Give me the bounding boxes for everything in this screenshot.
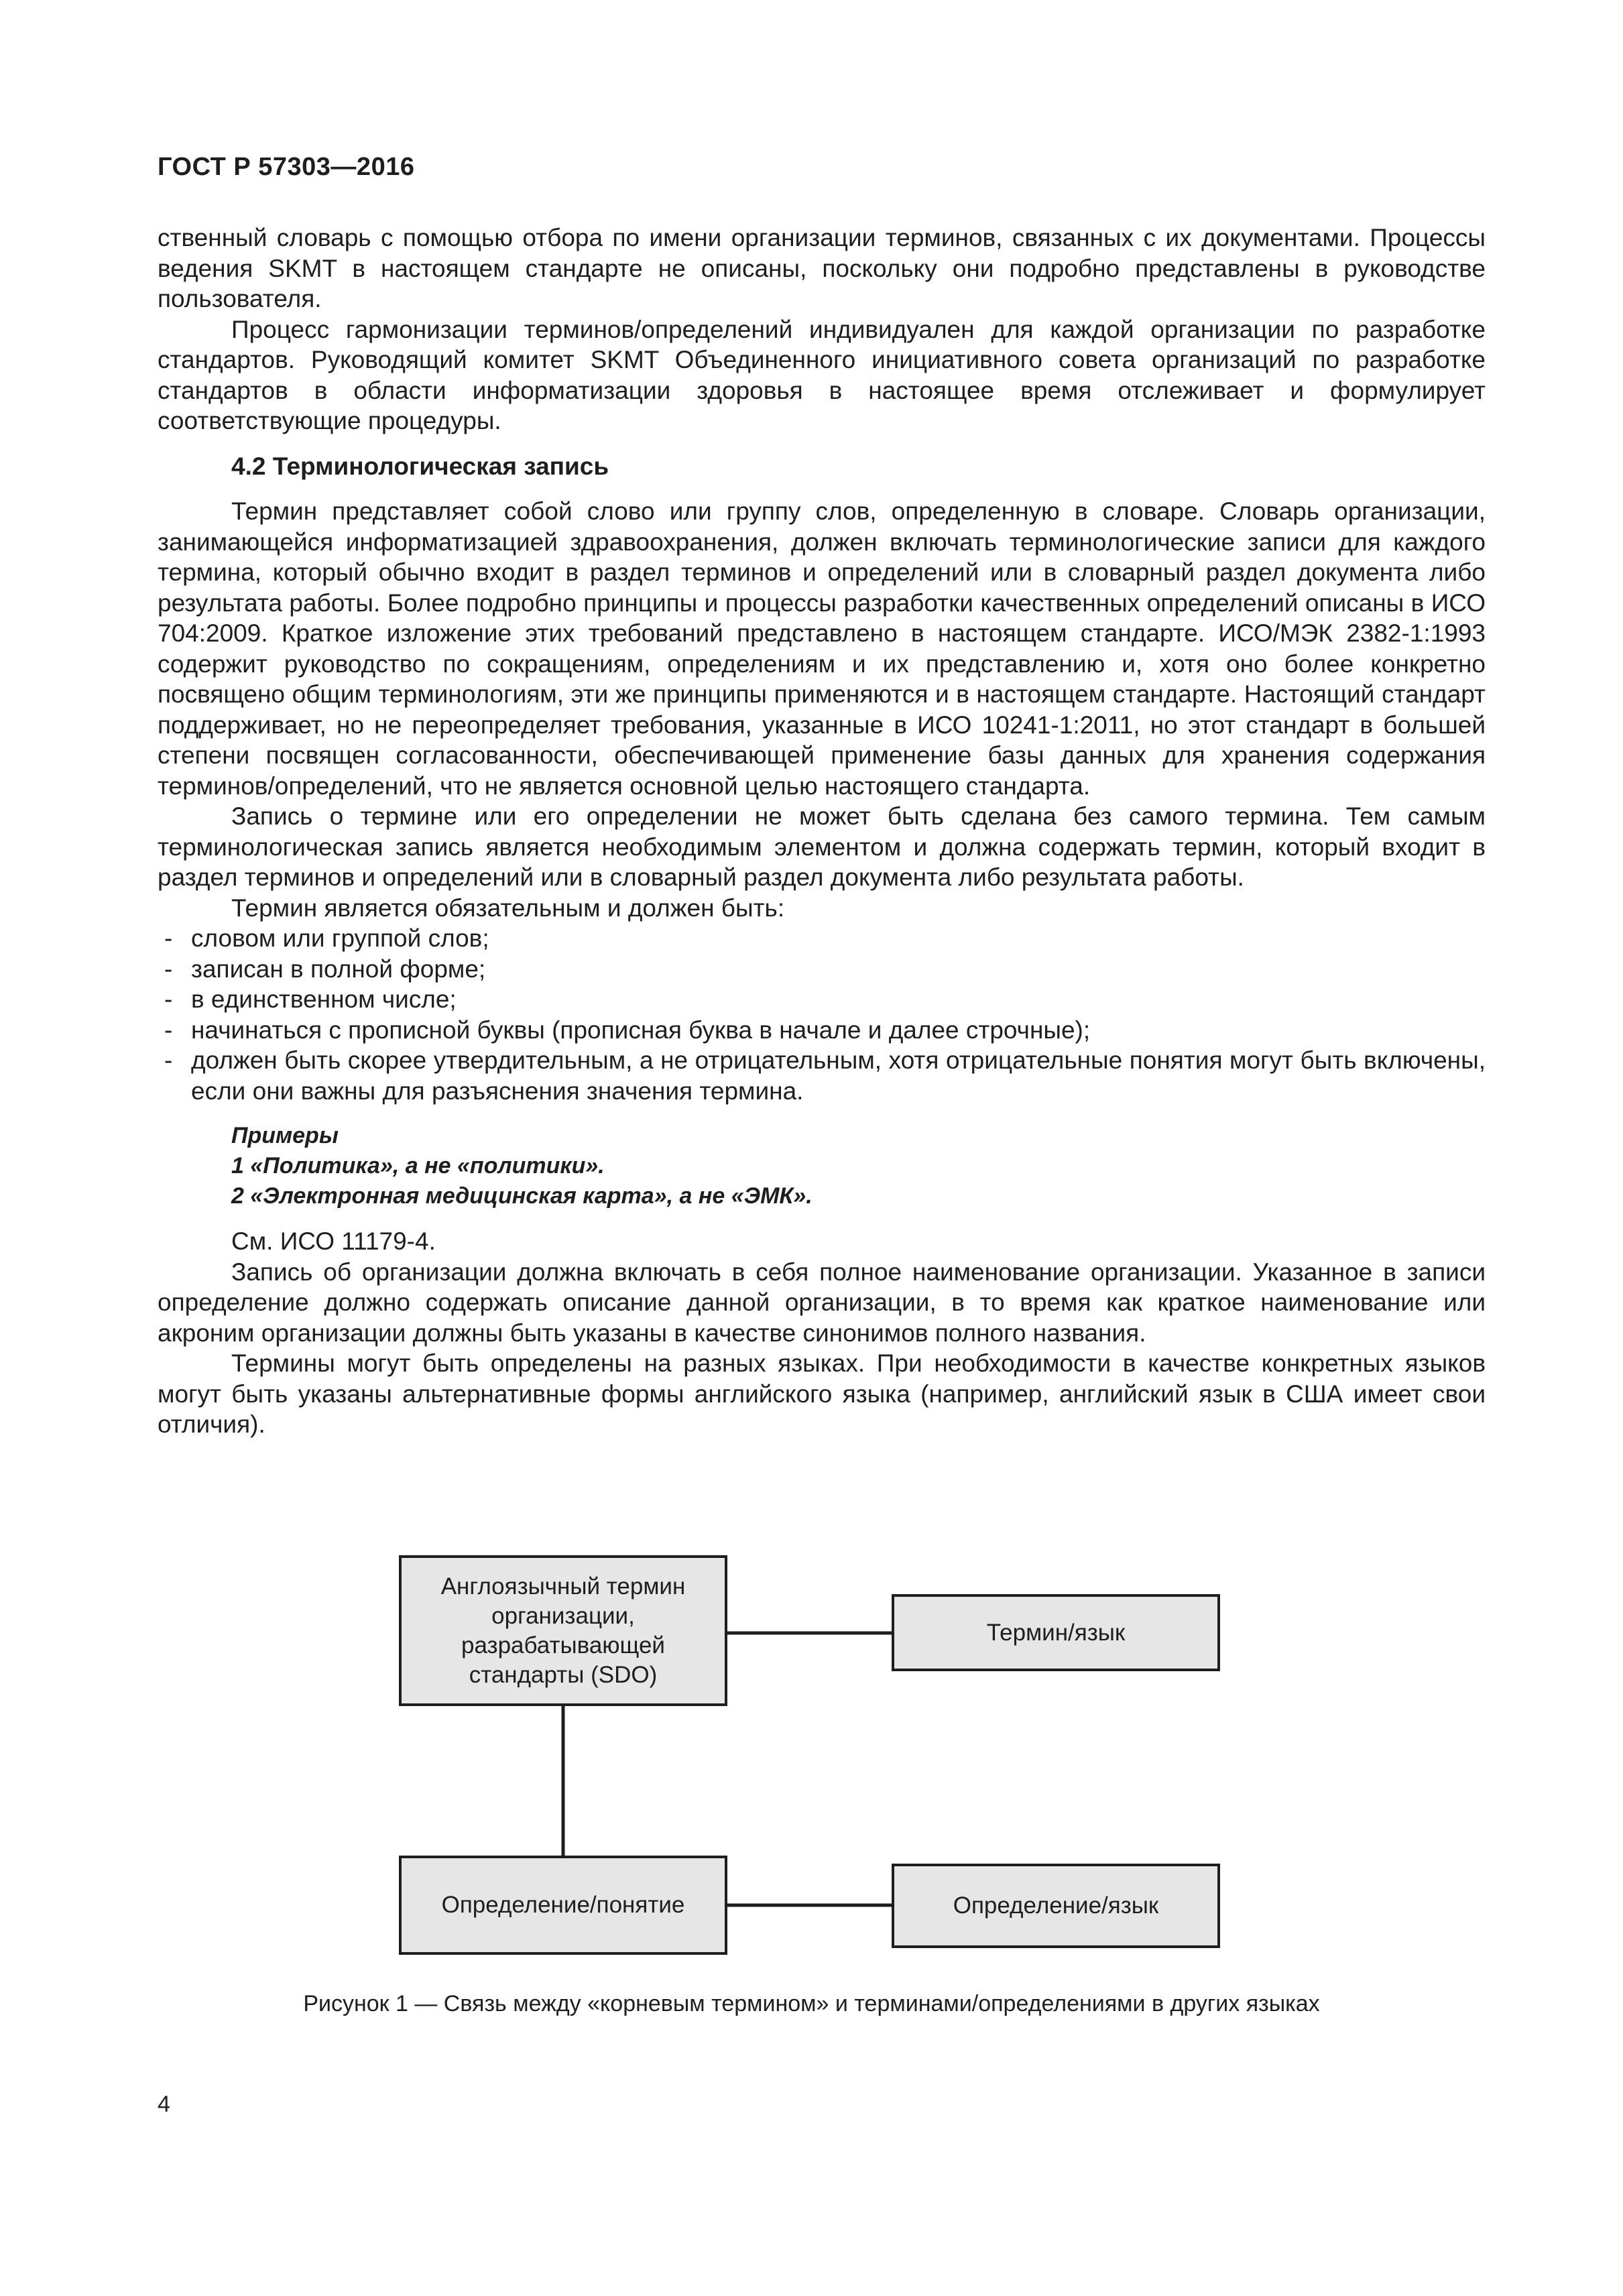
root-term-node: Англоязычный термин организации, разрабатывающей стандарты (SDO) [399, 1555, 727, 1706]
examples-block [231, 1121, 1486, 1211]
definition-concept-node: Определение/понятие [399, 1856, 727, 1955]
paragraph-harmonization: Процесс гармонизации терминов/определений индивидуален для каждой организации по разработке стандартов. Руководящий комитет SKMT Объединенного инициативного совета организаций по разработке стандартов в области информатизации здоровья в настоящее время отслеживает и формулирует соответствующие процедуры. [158, 315, 1486, 434]
page-number: 4 [158, 2092, 170, 2117]
paragraph-organization-record: Запись об организации должна включать в себя полное наименование организации. Указанное в записи определение должно содержать описание данной организации, в то время как краткое наименование или акроним организации должны быть указаны в качестве синонимов полного названия. [158, 1258, 1486, 1347]
paragraph-term-requirements: Термин является обязательным и должен быть: [231, 894, 785, 922]
term-relationship-diagram [399, 1555, 1223, 1957]
example-item: 1 «Политика», а не «политики». [231, 1153, 605, 1179]
paragraph-term-record: Запись о термине или его определении не может быть сделана без самого термина. Тем самым терминологическая запись является необходимым элементом и должна содержать термин, который входит в раздел терминов и определений или в словарный раздел документа либо результата работы. [158, 802, 1486, 891]
section-heading: 4.2 Терминологическая запись [231, 452, 609, 480]
definition-language-node: Определение/язык [892, 1864, 1220, 1948]
paragraph-languages: Термины могут быть определены на разных языках. При необходимости в качестве конкретных языков могут быть указаны альтернативные формы английского языка (например, английский язык в США имеет свои отличия). [158, 1349, 1486, 1438]
example-item: 2 «Электронная медицинская карта», а не «ЭМК». [231, 1183, 813, 1209]
requirements-list [158, 923, 1486, 1106]
paragraph-term-definition: Термин представляет собой слово или группу слов, определенную в словаре. Словарь организации, занимающейся информатизацией здравоохранения, должен включать терминологические записи для каждого термина, который обычно входит в раздел терминов и определений или в словарный раздел документа либо результата работы. Более подробно принципы и процессы разработки качественных определений описаны в ИСО 704:2009. Краткое изложение этих требований представлено в настоящем стандарте. ИСО/МЭК 2382-1:1993 содержит руководство по сокращениям, определениям и их представлению и, хотя оно более конкретно посвящено общим терминологиям, эти же принципы применяются и в настоящем стандарте. Настоящий стандарт поддерживает, но не переопределяет требования, указанные в ИСО 10241-1:2011, но этот стандарт в большей степени посвящен согласованности, обеспечивающей применение базы данных для хранения содержания терминов/определений, что не является основной целью настоящего стандарта. [158, 497, 1486, 800]
examples-title: Примеры [231, 1123, 339, 1148]
list-item: - словом или группой слов; [158, 923, 1486, 954]
list-item: - начинаться с прописной буквы (прописная буква в начале и далее строчные); [158, 1015, 1486, 1046]
list-item: - записан в полной форме; [158, 954, 1486, 985]
figure-caption: Рисунок 1 — Связь между «корневым термином» и терминами/определениями в других языках [303, 1991, 1320, 2016]
term-language-node: Термин/язык [892, 1594, 1220, 1671]
list-item: - в единственном числе; [158, 984, 1486, 1015]
document-header: ГОСТ Р 57303—2016 [158, 153, 415, 181]
document-body [158, 223, 1486, 1440]
see-also-reference: См. ИСО 11179-4. [231, 1227, 436, 1255]
list-item: - должен быть скорее утвердительным, а не отрицательным, хотя отрицательные понятия могут быть включены, если они важны для разъяснения значения термина. [158, 1045, 1486, 1106]
paragraph-continued: ственный словарь с помощью отбора по имени организации терминов, связанных с их документами. Процессы ведения SKMT в настоящем стандарте не описаны, поскольку они подробно представлены в руководстве пользователя. [158, 224, 1486, 312]
